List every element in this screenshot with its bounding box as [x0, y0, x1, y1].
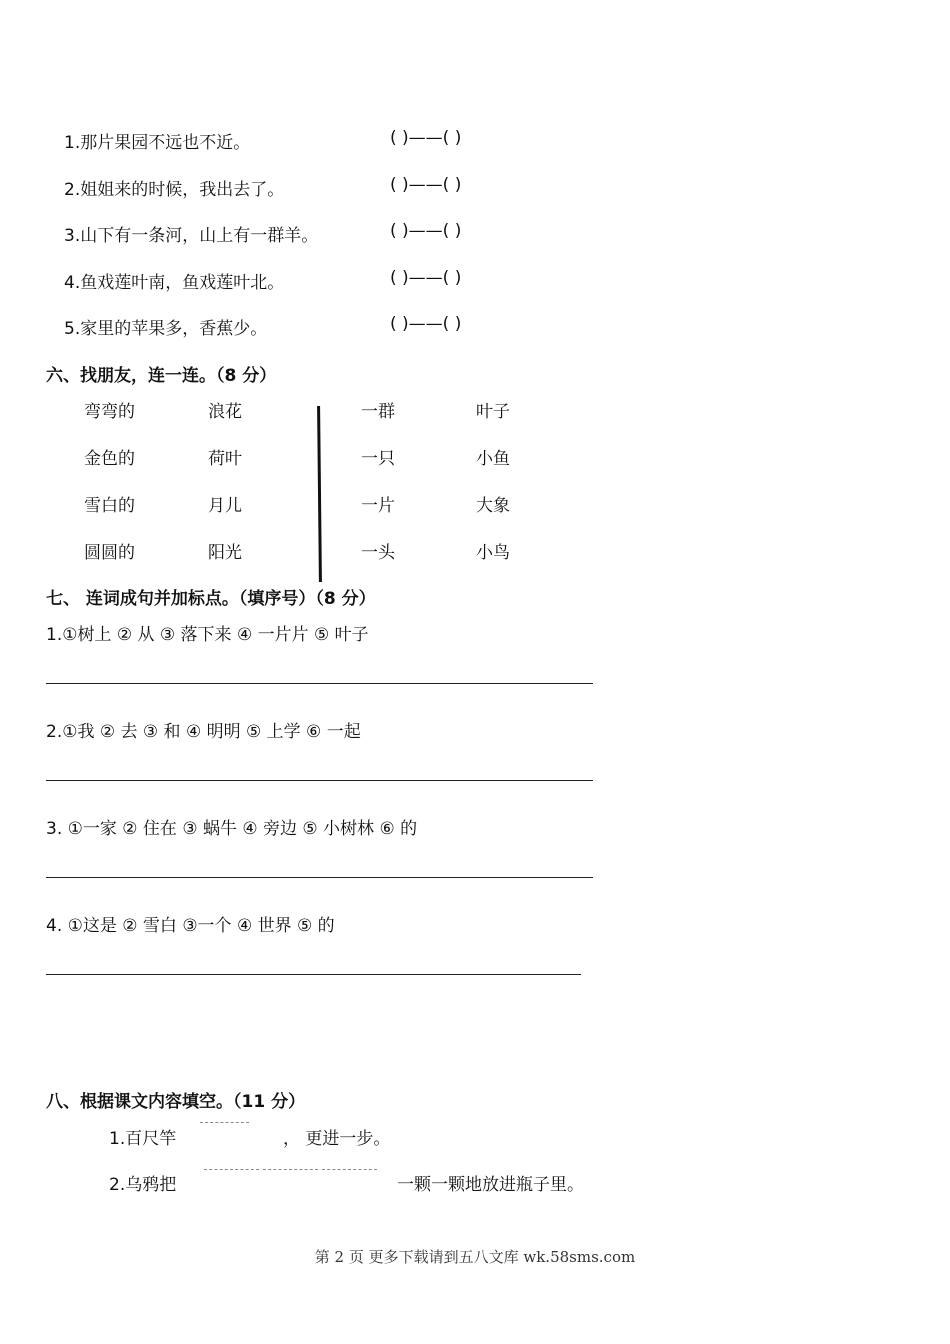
answer-pair-3: ( )——( ) — [390, 221, 462, 241]
answer-pair-1: ( )——( ) — [390, 128, 462, 148]
fill-blank-2c[interactable] — [322, 1169, 377, 1170]
divider-line — [317, 406, 322, 582]
fill-item-2-prefix: 2.乌鸦把 — [109, 1175, 177, 1195]
word-left-2: 浪花 — [208, 402, 242, 422]
answer-pair-4: ( )——( ) — [390, 268, 462, 288]
word-right-1: 一群 — [361, 402, 395, 422]
answer-line-3[interactable] — [46, 877, 593, 878]
answer-line-2[interactable] — [46, 780, 593, 781]
word-left-2: 阳光 — [208, 543, 242, 563]
word-order-item-1: 1.①树上 ② 从 ③ 落下来 ④ 一片片 ⑤ 叶子 — [46, 625, 369, 645]
sentence-item-2: 2.姐姐来的时候，我出去了。 — [64, 180, 285, 200]
word-left-1: 金色的 — [84, 449, 135, 469]
word-right-1: 一头 — [361, 543, 395, 563]
sentence-item-1: 1.那片果园不远也不近。 — [64, 133, 251, 153]
word-order-item-2: 2.①我 ② 去 ③ 和 ④ 明明 ⑤ 上学 ⑥ 一起 — [46, 722, 361, 742]
section6-title: 六、找朋友，连一连。（8 分） — [46, 366, 277, 386]
word-left-2: 荷叶 — [208, 449, 242, 469]
sentence-item-3: 3.山下有一条河，山上有一群羊。 — [64, 226, 319, 246]
fill-blank-2a[interactable] — [204, 1169, 259, 1170]
section8-title: 八、根据课文内容填空。（11 分） — [46, 1092, 306, 1112]
word-left-2: 月儿 — [208, 496, 242, 516]
page-footer: 第 2 页 更多下载请到五八文库 wk.58sms.com — [314, 1248, 636, 1266]
word-left-1: 雪白的 — [84, 496, 135, 516]
fill-item-1-prefix: 1.百尺竿 — [109, 1129, 177, 1149]
sentence-item-4: 4.鱼戏莲叶南，鱼戏莲叶北。 — [64, 273, 285, 293]
word-right-2: 叶子 — [476, 402, 510, 422]
word-left-1: 弯弯的 — [84, 402, 135, 422]
sentence-item-5: 5.家里的苹果多，香蕉少。 — [64, 319, 268, 339]
word-right-1: 一片 — [361, 496, 395, 516]
word-order-item-4: 4. ①这是 ② 雪白 ③一个 ④ 世界 ⑤ 的 — [46, 916, 335, 936]
fill-blank-1[interactable] — [200, 1122, 249, 1123]
fill-blank-2b[interactable] — [263, 1169, 318, 1170]
fill-item-1-suffix: ， 更进一步。 — [283, 1129, 391, 1149]
section7-title: 七、 连词成句并加标点。（填序号）（8 分） — [46, 589, 376, 609]
fill-item-2-suffix: 一颗一颗地放进瓶子里。 — [397, 1175, 584, 1195]
word-right-2: 小鸟 — [476, 543, 510, 563]
answer-pair-5: ( )——( ) — [390, 314, 462, 334]
word-right-2: 大象 — [476, 496, 510, 516]
answer-line-4[interactable] — [46, 974, 581, 975]
word-order-item-3: 3. ①一家 ② 住在 ③ 蜗牛 ④ 旁边 ⑤ 小树林 ⑥ 的 — [46, 819, 418, 839]
word-right-1: 一只 — [361, 449, 395, 469]
word-right-2: 小鱼 — [476, 449, 510, 469]
answer-pair-2: ( )——( ) — [390, 175, 462, 195]
answer-line-1[interactable] — [46, 683, 593, 684]
word-left-1: 圆圆的 — [84, 543, 135, 563]
